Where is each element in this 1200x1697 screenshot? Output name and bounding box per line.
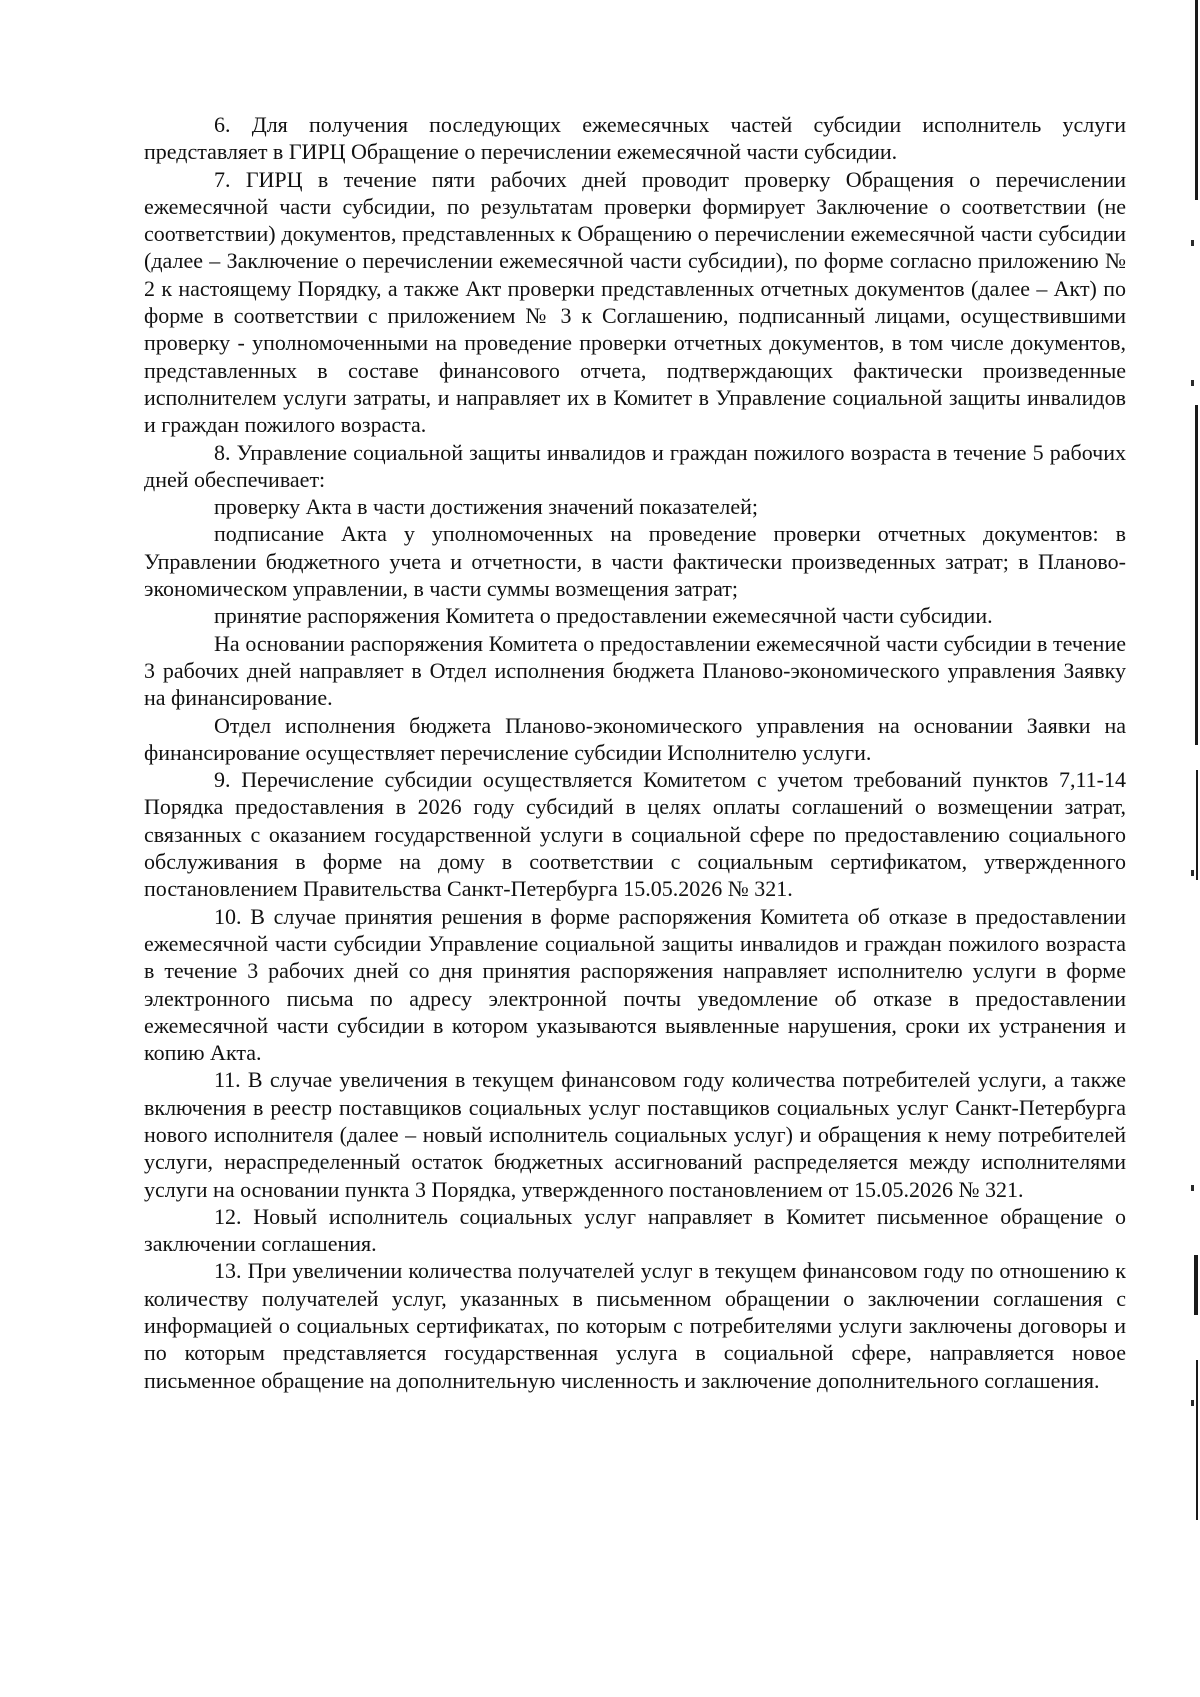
paragraph-7: 7. ГИРЦ в течение пяти рабочих дней проводит проверку Обращения о перечислении ежемесячной части субсидии, по результатам проверки формирует Заключение о соответствии (не соответствии) документов, представленных к Обращению о перечислении ежемесячной части субсидии (далее – Заключение о перечислении ежемесячной части субсидии), по форме согласно приложению № 2 к настоящему Порядку, а также Акт проверки представленных отчетных документов (далее – Акт) по форме в соответствии с приложением № 3 к Соглашению, подписанный лицами, осуществившими проверку - уполномоченными на проведение проверки отчетных документов, в том числе документов, представленных в составе финансового отчета, подтверждающих фактически произведенные исполнителем услуги затраты, и направляет их в Комитет в Управление социальной защиты инвалидов и граждан пожилого возраста. bbox=[144, 166, 1126, 438]
paragraph-9: 9. Перечисление субсидии осуществляется Комитетом с учетом требований пунктов 7,11-14 Порядка предоставления в 2026 году субсидий в целях оплаты соглашений о возмещении затрат, связанных с оказанием государственной услуги в социальной сфере по предоставлению социального обслуживания в форме на дому в соответствии с социальным сертификатом, утвержденного постановлением Правительства Санкт-Петербурга 15.05.2026 № 321. bbox=[144, 767, 1126, 902]
paragraph-13: 13. При увеличении количества получателей услуг в текущем финансовом году по отношению к количеству получателей услуг, указанных в письменном обращении о заключении соглашения с информацией о социальных сертификатах, по которым с потребителями услуги заключены договоры и по которым представляется государственная услуга в социальной сфере, направляется новое письменное обращение на дополнительную численность и заключение дополнительного соглашения. bbox=[144, 1258, 1126, 1393]
scan-edge-dot bbox=[1191, 380, 1194, 386]
scan-edge-mark bbox=[1196, 770, 1198, 880]
paragraph-11: 11. В случае увеличения в текущем финансовом году количества потребителей услуги, а также включения в реестр поставщиков социальных услуг поставщиков социальных услуг Санкт-Петербурга нового исполнителя (далее – новый исполнитель социальных услуг) и обращения к нему потребителей услуги, нераспределенный остаток бюджетных ассигнований распределяется между исполнителями услуги на основании пункта 3 Порядка, утвержденного постановлением от 15.05.2026 № 321. bbox=[144, 1067, 1126, 1202]
scan-edge-mark bbox=[1196, 1360, 1198, 1520]
paragraph-8-item-check: проверку Акта в части достижения значений показателей; bbox=[214, 494, 758, 520]
paragraph-8-item-sign: подписание Акта у уполномоченных на проведение проверки отчетных документов: в Управлении бюджетного учета и отчетности, в части фактически произведенных затрат; в Планово-экономическом управлении, в части суммы возмещения затрат; bbox=[144, 521, 1126, 602]
scan-edge-dot bbox=[1191, 1400, 1194, 1406]
document-body bbox=[144, 111, 1126, 1394]
paragraph-8: 8. Управление социальной защиты инвалидов и граждан пожилого возраста в течение 5 рабочих дней обеспечивает: bbox=[144, 439, 1126, 492]
scan-edge-mark bbox=[1195, 405, 1198, 745]
scan-edge-dot bbox=[1191, 1185, 1194, 1191]
paragraph-6: 6. Для получения последующих ежемесячных частей субсидии исполнитель услуги представляет в ГИРЦ Обращение о перечислении ежемесячной части субсидии. bbox=[144, 112, 1126, 165]
paragraph-8-item-order: принятие распоряжения Комитета о предоставлении ежемесячной части субсидии. bbox=[214, 603, 993, 629]
scan-edge-dot bbox=[1191, 240, 1194, 246]
paragraph-10: 10. В случае принятия решения в форме распоряжения Комитета об отказе в предоставлении ежемесячной части субсидии Управление социальной защиты инвалидов и граждан пожилого возраста в течение 3 рабочих дней со дня принятия распоряжения направляет исполнителю услуги в форме электронного письма по адресу электронной почты уведомление об отказе в предоставлении ежемесячной части субсидии в котором указываются выявленные нарушения, сроки их устранения и копию Акта. bbox=[144, 903, 1126, 1066]
paragraph-8-financing-request: На основании распоряжения Комитета о предоставлении ежемесячной части субсидии в течение 3 рабочих дней направляет в Отдел исполнения бюджета Планово-экономического управления Заявку на финансирование. bbox=[144, 630, 1126, 711]
scan-edge-artifacts bbox=[1188, 0, 1200, 1697]
scan-edge-dot bbox=[1191, 870, 1194, 876]
scan-edge-mark bbox=[1194, 1255, 1198, 1315]
scan-edge-mark bbox=[1195, 0, 1198, 200]
paragraph-12: 12. Новый исполнитель социальных услуг направляет в Комитет письменное обращение о заключении соглашения. bbox=[144, 1203, 1126, 1257]
paragraph-8-transfer: Отдел исполнения бюджета Планово-экономического управления на основании Заявки на финансирование осуществляет перечисление субсидии Исполнителю услуги. bbox=[144, 712, 1126, 765]
